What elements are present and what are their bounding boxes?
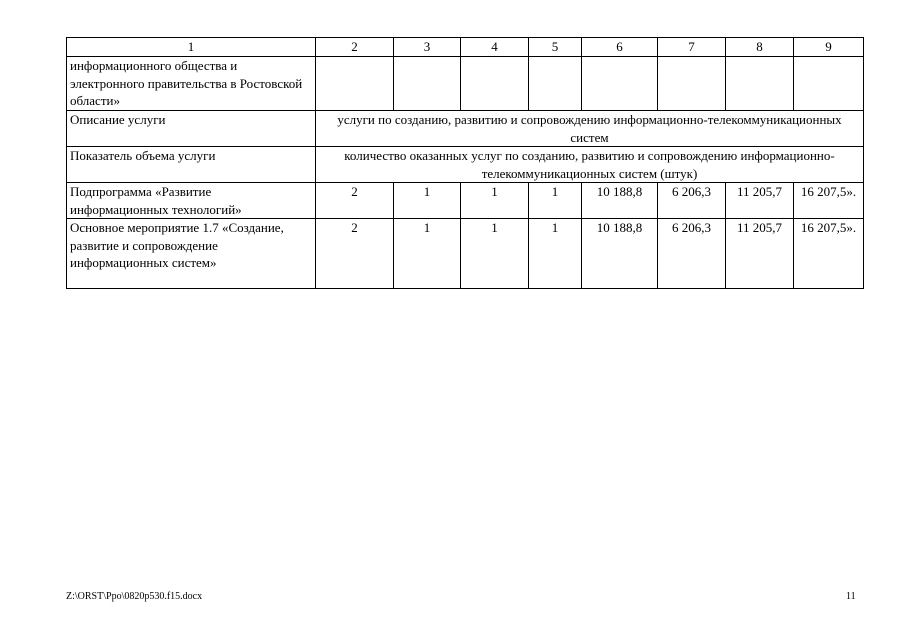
value-cell: 2 — [316, 219, 394, 289]
table-row-activity — [67, 219, 864, 289]
volume-indicator: количество оказанных услуг по созданию, развитию и сопровождению информационно-телекоммуникационных систем (штук) — [316, 147, 864, 183]
column-header: 3 — [394, 38, 461, 57]
value-cell: 16 207,5». — [794, 183, 864, 219]
row-label: Описание услуги — [67, 111, 316, 147]
empty-cell — [394, 57, 461, 111]
empty-cell — [658, 57, 726, 111]
column-header: 6 — [582, 38, 658, 57]
empty-cell — [794, 57, 864, 111]
value-cell: 10 188,8 — [582, 183, 658, 219]
table-header-row — [67, 38, 864, 57]
value-cell: 1 — [394, 219, 461, 289]
value-cell: 1 — [394, 183, 461, 219]
table-row-continuation — [67, 57, 864, 111]
value-cell: 16 207,5». — [794, 219, 864, 289]
row-label: Основное мероприятие 1.7 «Создание, развитие и сопровождение информационных систем» — [67, 219, 316, 289]
table-row-subprogram — [67, 183, 864, 219]
footer-file-path: Z:\ORST\Ppo\0820p530.f15.docx — [66, 591, 203, 602]
column-header: 4 — [461, 38, 529, 57]
footer-page-number: 11 — [846, 591, 856, 602]
value-cell: 2 — [316, 183, 394, 219]
column-header: 9 — [794, 38, 864, 57]
empty-cell — [726, 57, 794, 111]
value-cell: 1 — [461, 183, 529, 219]
table-row-indicator — [67, 147, 864, 183]
column-header: 5 — [529, 38, 582, 57]
row-label: Подпрограмма «Развитие информационных технологий» — [67, 183, 316, 219]
empty-cell — [461, 57, 529, 111]
column-header: 1 — [67, 38, 316, 57]
data-table — [66, 37, 864, 289]
value-cell: 11 205,7 — [726, 219, 794, 289]
value-cell: 1 — [529, 219, 582, 289]
service-description: услуги по созданию, развитию и сопровождению информационно-телекоммуникационных систем — [316, 111, 864, 147]
column-header: 8 — [726, 38, 794, 57]
table-row-description — [67, 111, 864, 147]
value-cell: 10 188,8 — [582, 219, 658, 289]
value-cell: 1 — [461, 219, 529, 289]
value-cell: 1 — [529, 183, 582, 219]
column-header: 7 — [658, 38, 726, 57]
empty-cell — [316, 57, 394, 111]
value-cell: 6 206,3 — [658, 219, 726, 289]
row-label: Показатель объема услуги — [67, 147, 316, 183]
value-cell: 11 205,7 — [726, 183, 794, 219]
column-header: 2 — [316, 38, 394, 57]
empty-cell — [529, 57, 582, 111]
row-label: информационного общества и электронного правительства в Ростовской области» — [67, 57, 316, 111]
value-cell: 6 206,3 — [658, 183, 726, 219]
empty-cell — [582, 57, 658, 111]
